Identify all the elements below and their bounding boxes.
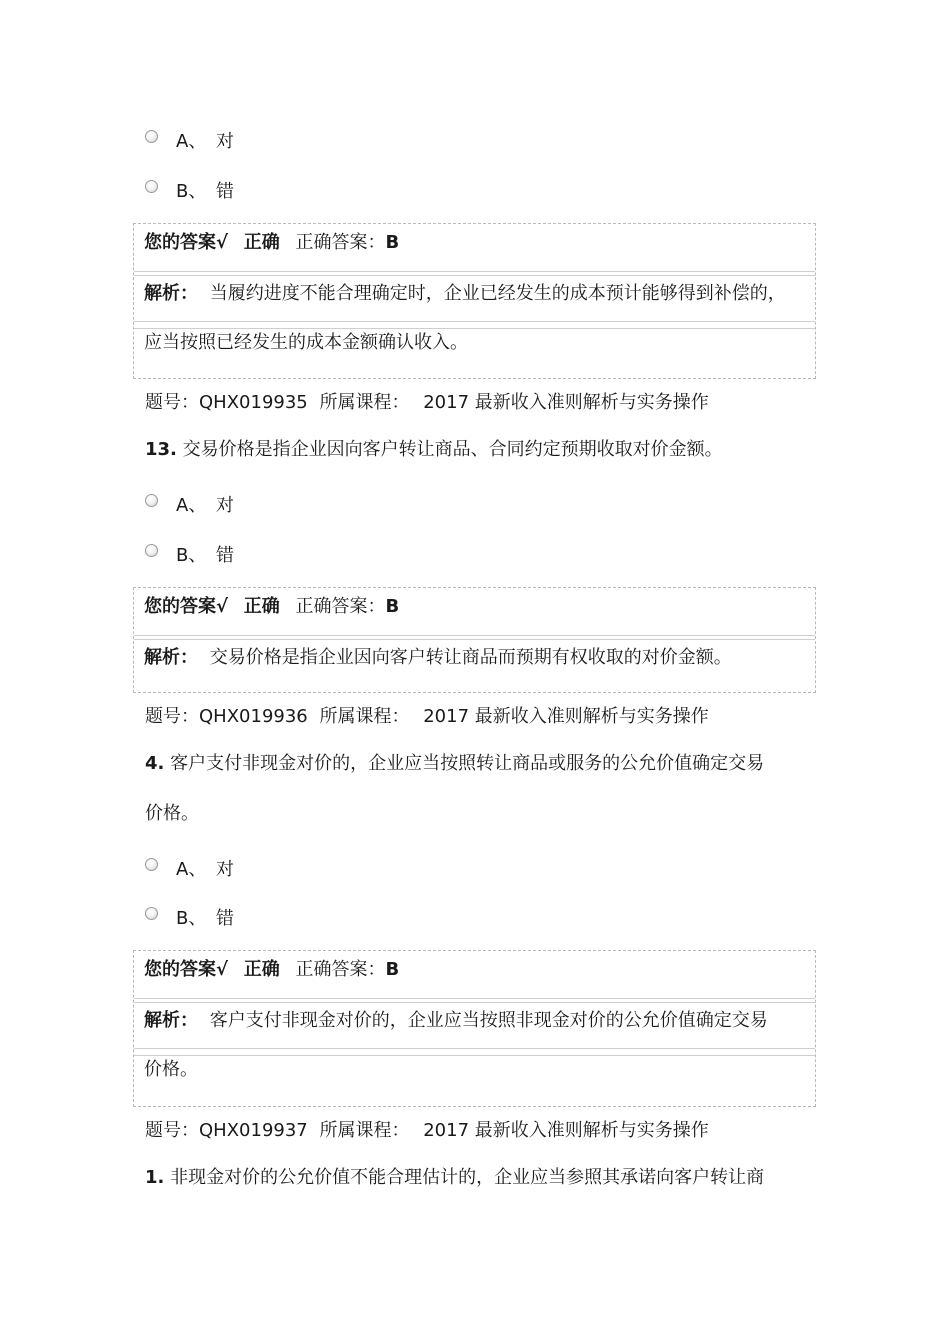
question-id-label: 题号：: [145, 1120, 199, 1141]
option-text: 对: [216, 131, 234, 152]
question-number: 13.: [145, 439, 177, 460]
radio-icon[interactable]: [145, 180, 158, 193]
radio-icon[interactable]: [145, 907, 158, 920]
option-text: 错: [216, 181, 234, 202]
radio-icon[interactable]: [145, 544, 158, 557]
analysis-row: [144, 282, 815, 306]
analysis-row: [144, 646, 815, 670]
question-line: 非现金对价的公允价值不能合理估计的，企业应当参照其承诺向客户转让商: [170, 1167, 765, 1188]
correct-answer-value: B: [385, 232, 400, 253]
question-id: QHX019935: [199, 392, 308, 413]
option-text: 对: [216, 859, 234, 880]
course-name: 2017 最新收入准则解析与实务操作: [423, 392, 709, 413]
answer-result-row: [144, 958, 815, 982]
question-id: QHX019936: [199, 706, 308, 727]
answer-panel: [133, 950, 816, 1107]
divider: [134, 321, 815, 322]
divider: [134, 1048, 815, 1049]
option-a[interactable]: [145, 128, 234, 152]
course-name: 2017 最新收入准则解析与实务操作: [423, 1120, 709, 1141]
radio-icon[interactable]: [145, 494, 158, 507]
option-b[interactable]: [145, 178, 234, 202]
option-b[interactable]: [145, 542, 234, 566]
divider: [134, 639, 815, 640]
question-meta: [145, 388, 709, 414]
correct-answer-value: B: [385, 959, 400, 980]
radio-icon[interactable]: [145, 130, 158, 143]
question-number: 1.: [145, 1167, 165, 1188]
question-meta: [145, 1116, 709, 1142]
question-line: 交易价格是指企业因向客户转让商品、合同约定预期收取对价金额。: [182, 439, 723, 460]
analysis-row: [144, 1009, 815, 1033]
option-letter: B、: [176, 181, 207, 202]
radio-icon[interactable]: [145, 858, 158, 871]
your-answer-label: 您的答案√: [144, 959, 229, 980]
analysis-label: 解析：: [144, 1010, 198, 1031]
option-text: 错: [216, 908, 234, 929]
your-answer-label: 您的答案√: [144, 596, 229, 617]
option-b[interactable]: [145, 905, 234, 929]
analysis-label: 解析：: [144, 647, 198, 668]
option-a[interactable]: [145, 492, 234, 516]
option-letter: A、: [176, 131, 207, 152]
divider: [134, 635, 815, 636]
option-letter: A、: [176, 495, 207, 516]
divider: [134, 275, 815, 276]
option-letter: B、: [176, 545, 207, 566]
divider: [134, 1002, 815, 1003]
course-name: 2017 最新收入准则解析与实务操作: [423, 706, 709, 727]
question-id: QHX019937: [199, 1120, 308, 1141]
question-meta: [145, 702, 709, 728]
course-label: 所属课程：: [319, 1120, 410, 1141]
option-text: 错: [216, 545, 234, 566]
divider: [134, 998, 815, 999]
correct-answer-label: 正确答案：: [295, 959, 386, 980]
analysis-text: 交易价格是指企业因向客户转让商品而预期有权收取的对价金额。: [209, 647, 732, 668]
your-answer-label: 您的答案√: [144, 232, 229, 253]
correct-answer-value: B: [385, 596, 400, 617]
option-a[interactable]: [145, 856, 234, 880]
option-text: 对: [216, 495, 234, 516]
question-line: 价格。: [145, 803, 199, 824]
question-text: [145, 752, 764, 776]
question-line: 客户支付非现金对价的，企业应当按照转让商品或服务的公允价值确定交易: [170, 753, 765, 774]
answer-panel: [133, 587, 816, 693]
analysis-text: 应当按照已经发生的成本金额确认收入。: [144, 332, 468, 353]
course-label: 所属课程：: [319, 392, 410, 413]
question-text: [145, 1166, 764, 1190]
divider: [134, 328, 815, 329]
answer-status: 正确: [243, 959, 280, 980]
answer-status: 正确: [243, 596, 280, 617]
option-letter: A、: [176, 859, 207, 880]
option-letter: B、: [176, 908, 207, 929]
answer-result-row: [144, 231, 815, 255]
correct-answer-label: 正确答案：: [295, 232, 386, 253]
analysis-label: 解析：: [144, 283, 198, 304]
answer-result-row: [144, 595, 815, 619]
answer-panel: [133, 223, 816, 379]
analysis-text: 客户支付非现金对价的，企业应当按照非现金对价的公允价值确定交易: [209, 1010, 768, 1031]
correct-answer-label: 正确答案：: [295, 596, 386, 617]
divider: [134, 271, 815, 272]
question-number: 4.: [145, 753, 165, 774]
analysis-text: 当履约进度不能合理确定时，企业已经发生的成本预计能够得到补偿的，: [209, 283, 786, 304]
course-label: 所属课程：: [319, 706, 410, 727]
question-text: [145, 438, 723, 462]
answer-status: 正确: [243, 232, 280, 253]
question-id-label: 题号：: [145, 392, 199, 413]
divider: [134, 1055, 815, 1056]
analysis-text: 价格。: [144, 1059, 198, 1080]
question-id-label: 题号：: [145, 706, 199, 727]
